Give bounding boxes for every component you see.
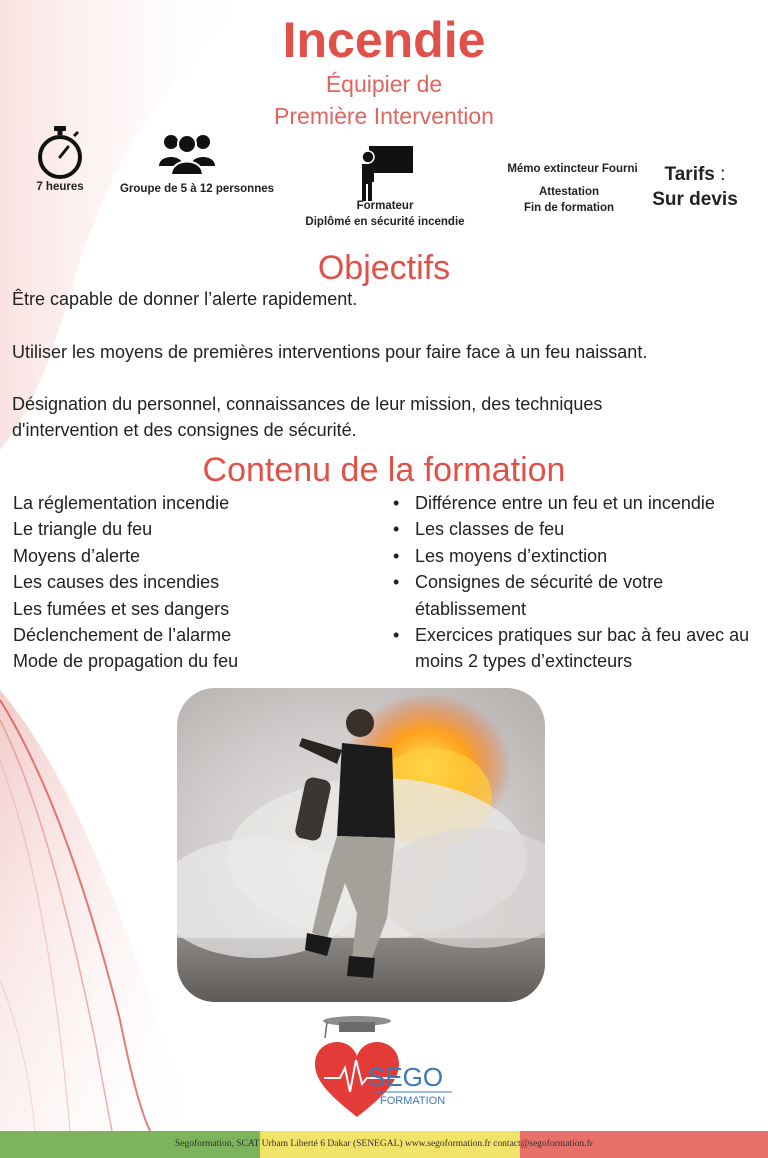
list-item	[393, 543, 765, 569]
list-item-text: Différence entre un feu et un incendie	[415, 493, 715, 513]
list-item-text: Consignes de sécurité de votre établissement	[415, 572, 664, 619]
trainer-description: Diplômé en sécurité incendie	[305, 216, 465, 228]
list-item: Moyens d’alerte	[13, 545, 141, 566]
sego-formation-logo	[312, 1012, 462, 1122]
contenu-right-list	[393, 490, 765, 675]
list-item: Mode de propagation du feu	[13, 651, 239, 672]
attestation-line1: Attestation	[538, 186, 600, 198]
objectif-item: Désignation du personnel, connaissances de leur mission, des techniques d'intervention et des consignes de sécurité.	[12, 394, 603, 440]
trainer-board-icon	[355, 144, 415, 202]
firefighter-photo	[177, 688, 545, 1002]
objectif-item: Être capable de donner l’alerte rapidement.	[12, 289, 358, 309]
contenu-title: Contenu de la formation	[202, 451, 566, 489]
stopwatch-icon	[35, 124, 85, 180]
tarifs-label: Tarifs	[664, 164, 715, 185]
page-subtitle-line2: Première Intervention	[274, 103, 494, 129]
bullet-icon: •	[393, 519, 400, 540]
objectif-item: Utiliser les moyens de premières interventions pour faire face à un feu naissant.	[12, 342, 648, 362]
fire-extinguisher-scene	[177, 688, 545, 1002]
footer-contact: Segoformation, SCAT Urbam Liberté 6 Dakar (SENEGAL) www.segoformation.fr contact@segoformation.fr	[175, 1139, 593, 1149]
bullet-icon: •	[393, 625, 400, 646]
contenu-left-list	[13, 490, 383, 675]
attestation-line2: Fin de formation	[523, 202, 615, 214]
tarifs-colon: :	[714, 164, 726, 185]
list-item	[393, 569, 765, 622]
group-people-icon	[158, 130, 216, 176]
list-item-text: Les moyens d’extinction	[415, 545, 608, 566]
list-item: Les causes des incendies	[13, 572, 220, 593]
logo-name: SEGO	[368, 1062, 444, 1092]
list-item: Le triangle du feu	[13, 519, 153, 540]
list-item	[393, 490, 765, 516]
list-item-text: Exercices pratiques sur bac à feu avec au moins 2 types d’extincteurs	[415, 625, 750, 672]
list-item: Déclenchement de l’alarme	[13, 625, 232, 646]
list-item: La réglementation incendie	[13, 493, 230, 513]
bullet-icon: •	[393, 545, 400, 566]
bullet-icon: •	[393, 493, 400, 513]
list-item	[393, 516, 765, 542]
page-subtitle-line1: Équipier de	[325, 71, 443, 97]
tarifs-value: Sur devis	[652, 189, 738, 210]
bullet-icon: •	[393, 572, 400, 593]
list-item-text: Les classes de feu	[415, 519, 565, 540]
memo-label: Mémo extincteur Fourni	[507, 163, 638, 175]
duration-label: 7 heures	[36, 181, 84, 193]
list-item: Les fumées et ses dangers	[13, 598, 230, 619]
list-item	[393, 622, 765, 675]
trainer-title: Formateur	[356, 200, 414, 212]
tarifs-block	[640, 162, 750, 212]
objectifs-title: Objectifs	[317, 249, 451, 287]
logo-subtitle: FORMATION	[380, 1095, 446, 1107]
group-size-label: Groupe de 5 à 12 personnes	[119, 183, 275, 195]
page-title: Incendie	[282, 12, 486, 68]
